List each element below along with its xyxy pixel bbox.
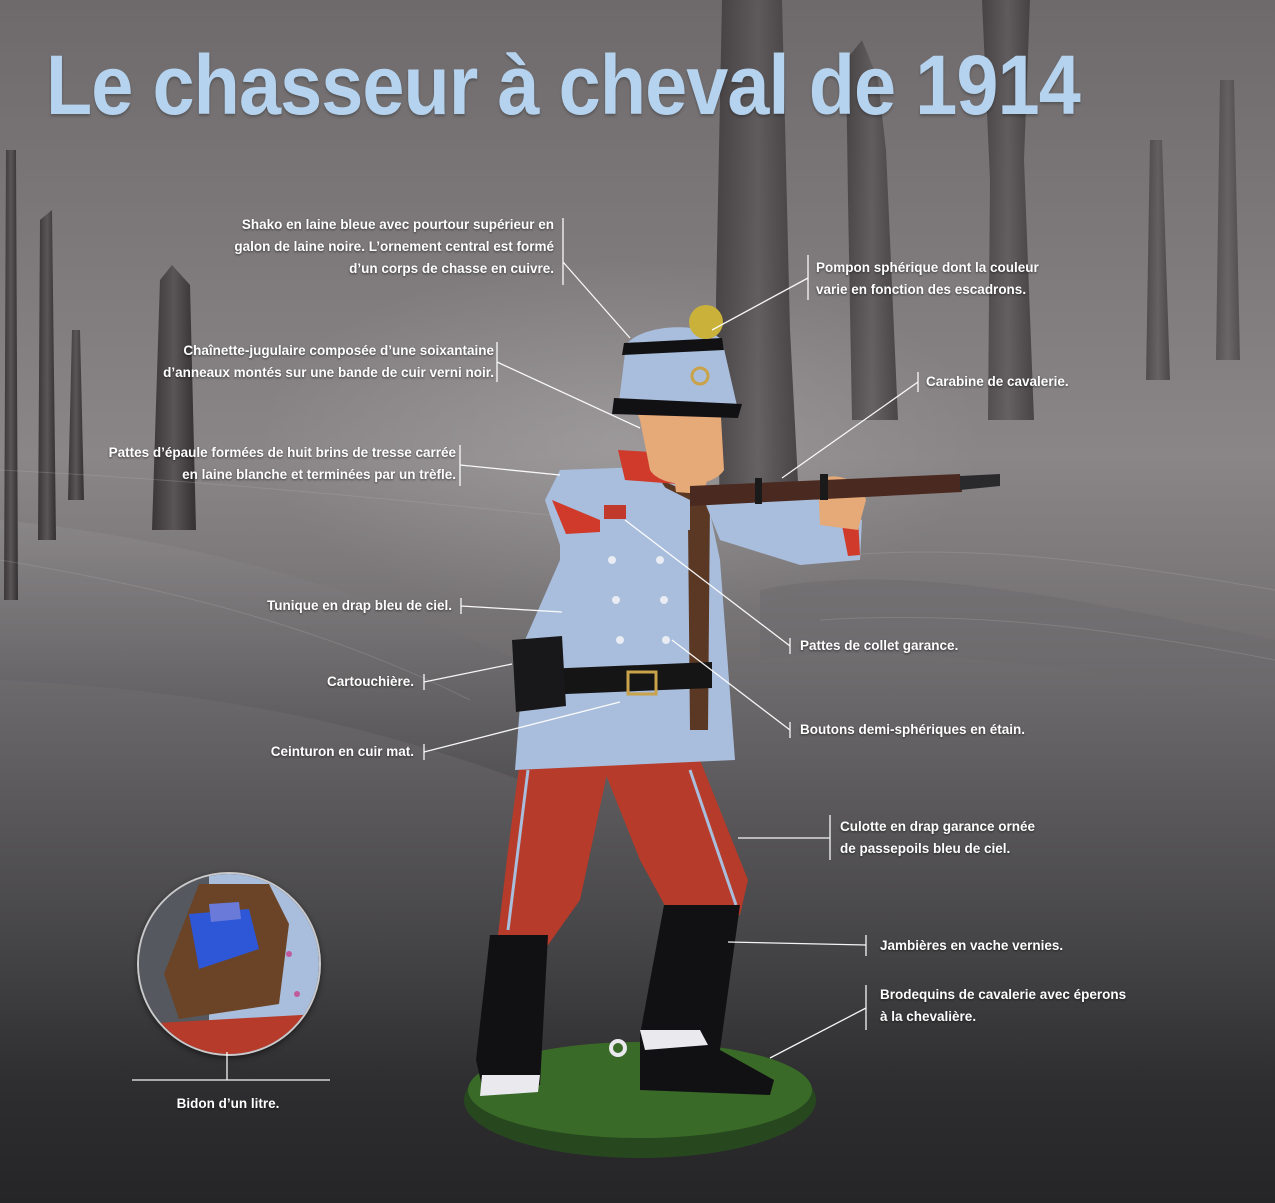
label-chainette: Chaînette-jugulaire composée d’une soixantaine d’anneaux montés sur une bande de cuir verni noir. [163, 343, 494, 380]
label-pompon: Pompon sphérique dont la couleur varie en fonction des escadrons. [816, 260, 1039, 297]
label-culotte: Culotte en drap garance ornée de passepoils bleu de ciel. [840, 819, 1036, 856]
label-bidon: Bidon d’un litre. [176, 1096, 280, 1111]
label-shako: Shako en laine bleue avec pourtour supérieur en galon de laine noire. L’ornement central est formé d’un corps de chasse en cuivre. [234, 217, 554, 276]
label-brodequins: Brodequins de cavalerie avec éperons à la chevalière. [880, 987, 1127, 1024]
label-pattes-epaule: Pattes d’épaule formées de huit brins de tresse carrée en laine blanche et terminées par un trèfle. [108, 445, 456, 482]
page-title: Le chasseur à cheval de 1914 [46, 38, 1080, 132]
label-tunique: Tunique en drap bleu de ciel. [266, 598, 452, 613]
label-cartouchiere: Cartouchière. [326, 674, 414, 689]
label-carabine: Carabine de cavalerie. [926, 374, 1069, 389]
label-pattes-collet: Pattes de collet garance. [800, 638, 959, 653]
label-ceinturon: Ceinturon en cuir mat. [270, 744, 414, 759]
label-jambieres: Jambières en vache vernies. [880, 938, 1064, 953]
label-boutons: Boutons demi-sphériques en étain. [800, 722, 1026, 737]
